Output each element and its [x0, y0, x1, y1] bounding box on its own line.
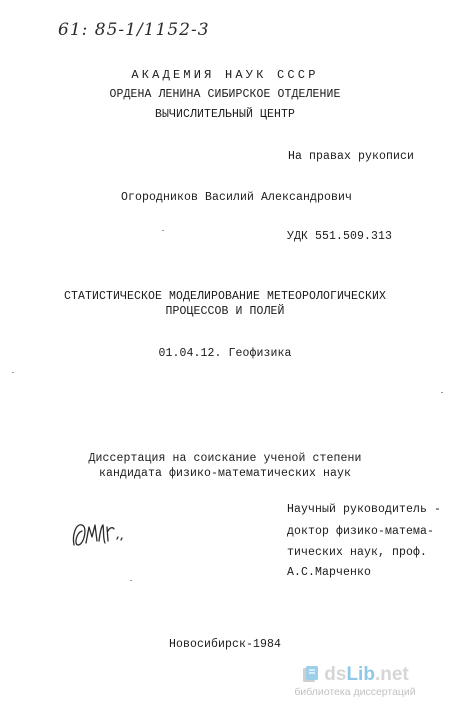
- watermark: [270, 664, 440, 699]
- scan-speck: [12, 372, 14, 373]
- dissertation-line-2: кандидата физико-математических наук: [98, 467, 352, 480]
- author-name: Огородников Василий Александрович: [121, 191, 353, 204]
- udc-code: УДК 551.509.313: [287, 230, 393, 243]
- scan-speck: [441, 392, 443, 393]
- book-icon: [301, 664, 321, 684]
- place-year: Новосибирск-1984: [168, 638, 282, 651]
- supervisor-line-3: тических наук, проф.: [287, 546, 428, 559]
- watermark-lib: Lib: [346, 664, 375, 685]
- supervisor-line-1: Научный руководитель -: [287, 503, 442, 516]
- academy-name: АКАДЕМИЯ НАУК СССР: [131, 68, 319, 82]
- title-line-1: СТАТИСТИЧЕСКОЕ МОДЕЛИРОВАНИЕ МЕТЕОРОЛОГИЧЕСКИХ: [63, 290, 387, 303]
- scan-speck: [162, 230, 164, 231]
- specialty: 01.04.12. Геофизика: [158, 347, 292, 360]
- archive-number: 61: 85-1/1152-3: [58, 20, 210, 40]
- center-name: ВЫЧИСЛИТЕЛЬНЫЙ ЦЕНТР: [154, 108, 296, 121]
- watermark-caption: библиотека диссертаций: [294, 686, 416, 698]
- supervisor-line-4: А.С.Марченко: [287, 566, 372, 579]
- scan-speck: [130, 580, 132, 581]
- branch-name: ОРДЕНА ЛЕНИНА СИБИРСКОЕ ОТДЕЛЕНИЕ: [109, 88, 341, 101]
- supervisor-line-2: доктор физико-матема-: [287, 525, 435, 538]
- watermark-net: .net: [374, 664, 409, 685]
- watermark-logo-text: [270, 664, 440, 686]
- title-line-2: ПРОЦЕССОВ И ПОЛЕЙ: [165, 305, 285, 318]
- handwritten-signature: [70, 515, 132, 555]
- watermark-ds: ds: [324, 664, 347, 685]
- manuscript-rights: На правах рукописи: [288, 150, 415, 163]
- dissertation-line-1: Диссертация на соискание ученой степени: [88, 452, 362, 465]
